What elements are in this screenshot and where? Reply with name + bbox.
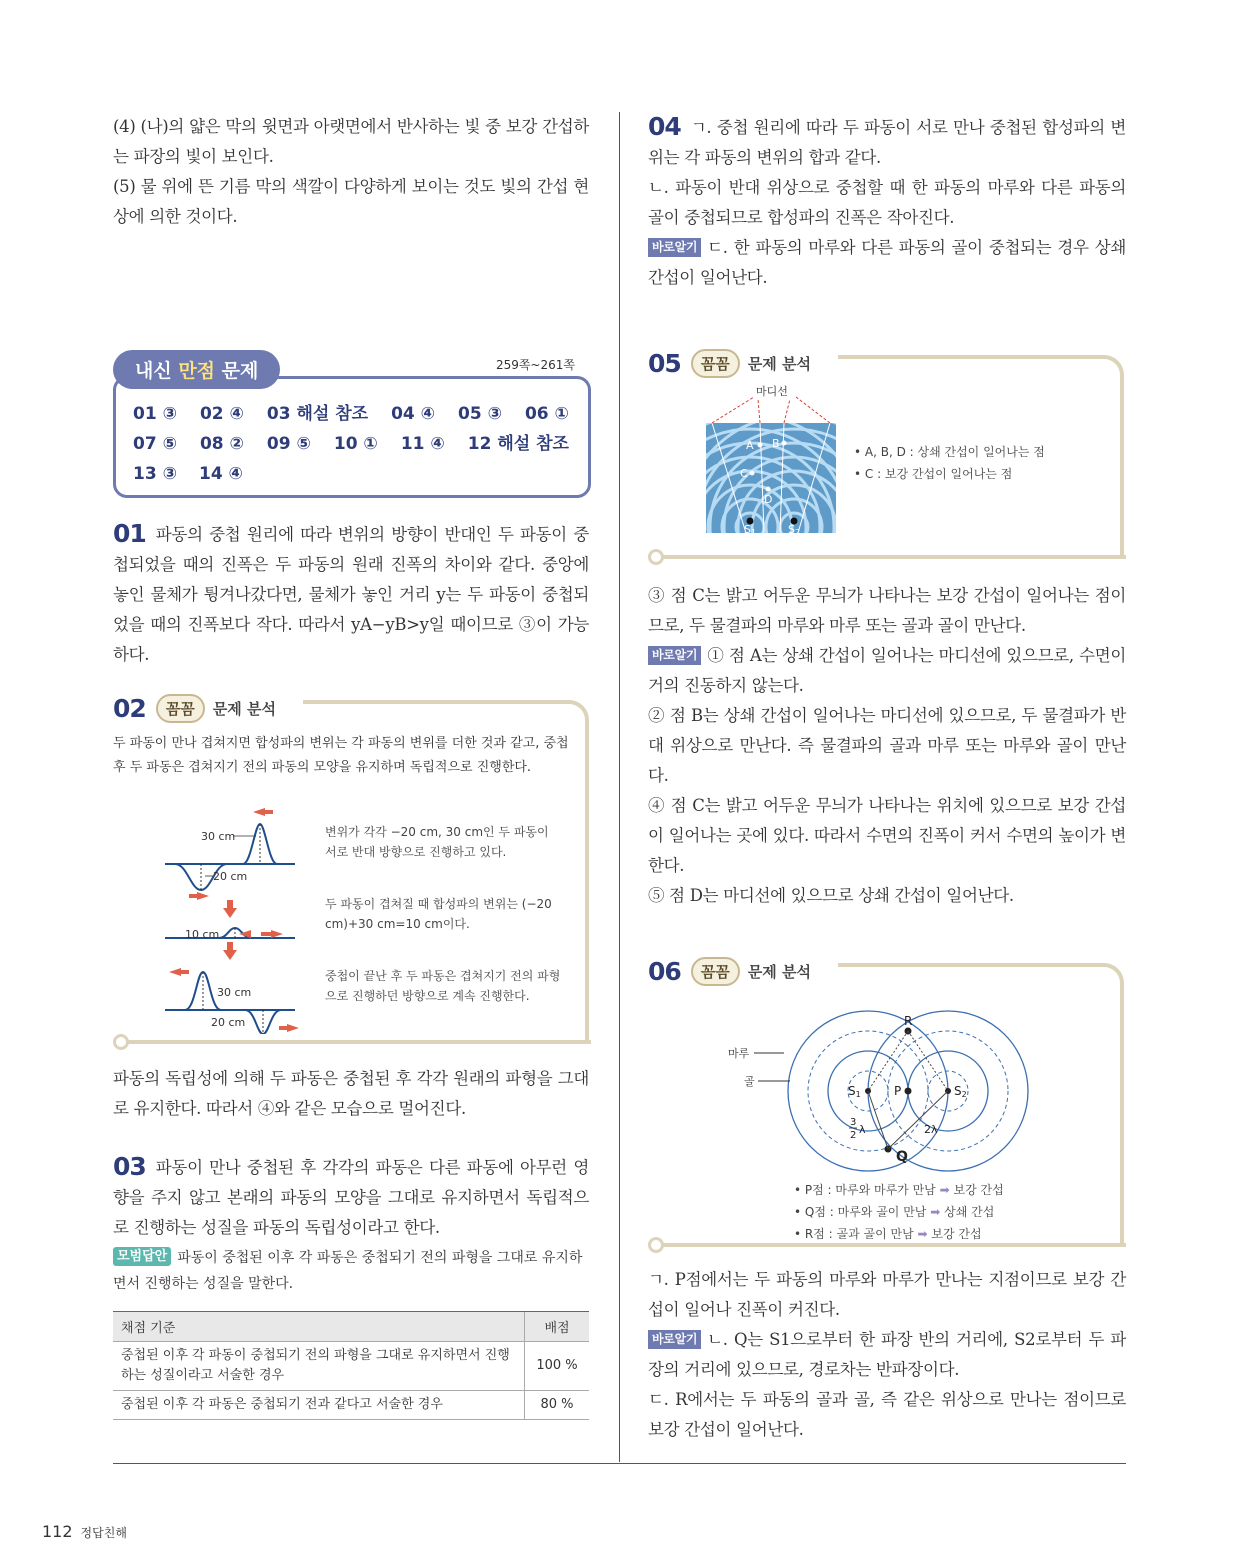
trough-label: 골 [744, 1075, 755, 1088]
item-4: (4) (나)의 얇은 막의 윗면과 아랫면에서 반사하는 빛 중 보강 간섭하는 파장의 빛이 보인다. [113, 117, 589, 166]
q05-p3: ② 점 B는 상쇄 간섭이 일어나는 마디선에 있으므로, 두 물결파가 반대 위상으로 만난다. 즉 물결파의 골과 마루 또는 마루와 골이 만난다. [648, 706, 1126, 785]
answer-row-1: 01 ③ 02 ④ 03 해설 참조 04 ④ 05 ③ 06 ① [133, 404, 569, 424]
q05-p1: ③ 점 C는 밝고 어두운 무늬가 나타나는 보강 간섭이 일어나는 점이므로, 두 물결파의 마루와 마루 또는 골과 골이 만난다. [648, 586, 1126, 635]
answer-box-pages: 259쪽~261쪽 [495, 358, 575, 372]
footer-rule [113, 1463, 1126, 1464]
answer-row-2: 07 ⑤ 08 ② 09 ⑤ 10 ① 11 ④ 12 해설 참조 [133, 434, 569, 454]
q06-p1: ㄱ. P점에서는 두 파동의 마루와 마루가 만나는 지점이므로 보강 간섭이 일어나 진폭이 커진다. [648, 1270, 1126, 1319]
q06-p3: ㄷ. R에서는 두 파동의 골과 골, 즉 같은 위상으로 만나는 점이므로 보강 간섭이 일어난다. [648, 1390, 1126, 1439]
column-divider [619, 112, 620, 1462]
point-a: A [746, 439, 754, 452]
q02-number: 02 [113, 693, 146, 723]
q06-p2: 바로알기 ㄴ. Q는 S1으로부터 한 파장 반의 거리에, S2로부터 두 파장의 거리에 있으므로, 경로차는 반파장이다. [648, 1330, 1126, 1379]
point-c: C [740, 467, 748, 480]
arrow-down-icon [223, 950, 237, 960]
q05-legend: • A, B, D : 상쇄 간섭이 일어나는 점 • C : 보강 간섭이 일어나는 점 [854, 445, 1045, 481]
arrow-right-icon [197, 892, 209, 900]
q02-note-1: 변위가 각각 −20 cm, 30 cm인 두 파동이 서로 반대 방향으로 진행하고 있다. [325, 825, 549, 859]
correction-tag: 바로알기 [648, 1330, 701, 1349]
q06-number: 06 [648, 956, 681, 986]
label-10cm: 10 cm [185, 928, 220, 941]
scoring-table [113, 1311, 589, 1420]
arrow-down-icon [223, 908, 237, 918]
point-q: Q [896, 1149, 908, 1165]
q05-p4: ④ 점 C는 밝고 어두운 무늬가 나타나는 위치에 있으므로 보강 간섭이 일어나는 곳에 있다. 따라서 수면의 진폭이 커서 수면의 높이가 변한다. [648, 796, 1126, 875]
circular-wave-figure [728, 985, 1128, 1185]
q05-number: 05 [648, 348, 681, 378]
q02-note-2: 두 파동이 겹쳐질 때 합성파의 변위는 (−20 cm)+30 cm=10 cm이다. [325, 897, 552, 931]
arrow-right-icon [287, 1024, 299, 1032]
q04-p3: 바로알기 ㄷ. 한 파동의 마루와 다른 파동의 골이 중첩되는 경우 상쇄 간섭이 일어난다. [648, 238, 1126, 287]
q01-text: 01 파동의 중첩 원리에 따라 변위의 방향이 반대인 두 파동이 중첩되었을 때의 진폭은 두 파동의 원래 진폭의 차이와 같다. 중앙에 놓인 물체가 튕겨나갔다면, 물체가 놓인 거리 y는 두 파동이 중첩되었을 때의 진폭보다 작다. 따라서 yA−yB>y일 때이므로 ③이 가능하다. [113, 519, 589, 664]
source-s2: S2 [954, 1084, 967, 1099]
label-2-lambda: 2λ [924, 1123, 938, 1136]
point-b: B [772, 437, 780, 450]
q05-p5: ⑤ 점 D는 마디선에 있으므로 상쇄 간섭이 일어난다. [648, 886, 1014, 905]
q05-analysis [648, 347, 1126, 567]
svg-text:3: 3 [850, 1117, 857, 1128]
correction-tag: 바로알기 [648, 646, 701, 665]
answer-box-title: 내신 만점 문제 [113, 350, 280, 389]
model-answer-tag: 모범답안 [113, 1247, 171, 1266]
label-20cm: 20 cm [213, 870, 248, 883]
source-s1: S1 [848, 1084, 861, 1099]
arrow-left-icon [253, 808, 265, 816]
answer-grid [113, 389, 589, 489]
answer-box [113, 350, 589, 489]
label-30cm-after: 30 cm [217, 986, 252, 999]
point-r: R [904, 1014, 913, 1028]
item-5: (5) 물 위에 뜬 기름 막의 색깔이 다양하게 보이는 것도 빛의 간섭 현상에 의한 것이다. [113, 177, 589, 226]
table-row: 중첩된 이후 각 파동이 중첩되기 전의 파형을 그대로 유지하면서 진행하는 성질이라고 서술한 경우 100 % [113, 1342, 589, 1391]
right-column [648, 112, 1126, 1445]
table-row: 중첩된 이후 각 파동은 중첩되기 전과 같다고 서술한 경우 80 % [113, 1391, 589, 1420]
q02-badge: 꼼꼼 [156, 694, 205, 723]
label-30cm: 30 cm [201, 830, 236, 843]
left-column [113, 112, 589, 1420]
q04-p2: ㄴ. 파동이 반대 위상으로 중첩할 때 한 파동의 마루와 다른 파동의 골이 중첩되므로 합성파의 진폭은 작아진다. [648, 178, 1126, 227]
table-header: 채점 기준 배점 [113, 1312, 589, 1342]
q06-analysis [648, 955, 1126, 1255]
q04-p1: 04 ㄱ. 중첩 원리에 따라 두 파동이 서로 만나 중첩된 합성파의 변위는 각 파동의 변위의 합과 같다. [648, 112, 1126, 167]
q06-title: 문제 분석 [747, 962, 811, 981]
page-number: 112 [42, 1522, 73, 1541]
source-s2: S2 [788, 523, 801, 537]
q06-badge: 꼼꼼 [691, 957, 740, 986]
q02-note-3: 중첩이 끝난 후 두 파동은 겹쳐지기 전의 파형으로 진행하던 방향으로 계속 진행한다. [325, 969, 561, 1003]
q02-analysis [113, 692, 589, 1052]
footer-title: 정답친해 [80, 1526, 127, 1540]
arrow-right-icon: ➡ [930, 1205, 941, 1219]
q02-desc: 두 파동이 만나 겹쳐지면 합성파의 변위는 각 파동의 변위를 더한 것과 같고, 중첩 후 두 파동은 겹쳐지기 전의 파동의 모양을 유지하며 독립적으로 진행한다. [113, 736, 569, 775]
q02-title: 문제 분석 [212, 699, 276, 718]
page-footer [42, 1522, 127, 1541]
answer-row-3: 13 ③ 14 ④ [133, 464, 243, 484]
point-p: P [894, 1084, 902, 1098]
svg-text:2: 2 [850, 1130, 857, 1141]
q02-text: 파동의 독립성에 의해 두 파동은 중첩된 후 각각 원래의 파형을 그대로 유지한다. 따라서 ④와 같은 모습으로 멀어진다. [113, 1069, 589, 1118]
point-d: D [764, 493, 773, 506]
q05-p2: 바로알기 ① 점 A는 상쇄 간섭이 일어나는 마디선에 있으므로, 수면이 거의 진동하지 않는다. [648, 646, 1126, 695]
q03-model-answer: 모범답안 파동이 중첩된 이후 각 파동은 중첩되기 전의 파형을 그대로 유지하면서 진행하는 성질을 말한다. [113, 1249, 583, 1292]
nodal-line-label: 마디선 [756, 385, 788, 398]
label-20cm-after: 20 cm [211, 1016, 246, 1029]
arrow-left-icon [169, 968, 181, 976]
q05-badge: 꼼꼼 [691, 349, 740, 378]
correction-tag: 바로알기 [648, 238, 701, 257]
source-s1: S1 [744, 523, 757, 537]
crest-label: 마루 [728, 1047, 750, 1060]
q03-text: 03 파동이 만나 중첩된 후 각각의 파동은 다른 파동에 아무런 영향을 주지 않고 본래의 파동의 모양을 그대로 유지하면서 독립적으로 진행하는 성질을 파동의 독립성이라고 한다. [113, 1152, 589, 1237]
svg-text:λ: λ [859, 1123, 866, 1136]
q06-legend: • P점 : 마루와 마루가 만남 ➡ 보강 간섭 • Q점 : 마루와 골이 만남 ➡ 상쇄 간섭 • R점 : 골과 골이 만남 ➡ 보강 간섭 [794, 1183, 1004, 1241]
q05-title: 문제 분석 [747, 354, 811, 373]
arrow-right-icon: ➡ [917, 1227, 928, 1241]
arrow-right-icon: ➡ [939, 1183, 950, 1197]
